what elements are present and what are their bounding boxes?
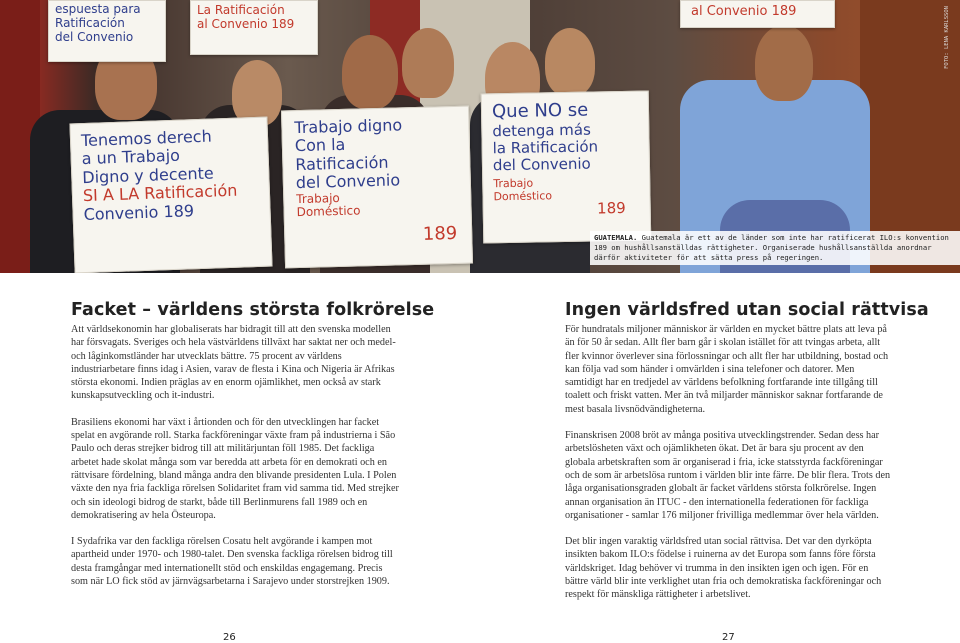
paragraph: Finanskrisen 2008 bröt av många positiva utvecklingstrender. Sedan dess har arbetslösheten växt och ojämlikheten ökat. Det är bara sju procent av den globala arbetskraften som är organiserad i fria, icke statsstyrda fackföreningar och de som är arbetslösa runtom i världen blir inte färre. De blir flera. Trots den låga organisationsgraden globalt är facket världens största folkrörelse. Ingen annan organisation än ITUC - den internationella federationen för fackliga organisationer - samlar 176 miljoner frivilliga medlemmar över hela världen. [565,430,891,521]
sign-text: del Convenio [492,154,591,175]
left-heading: Facket – världens största folkrörelse [71,300,435,320]
protest-sign [481,91,652,244]
protest-sign [190,0,318,55]
sign-text: Digno y decente [81,163,214,187]
sign-text: La Ratificación [197,3,285,17]
sign-text: del Convenio [295,170,401,193]
photo-credit: FOTO: LENA KARLSSON [944,6,950,69]
sign-text: 189 [596,198,626,218]
paragraph: Det blir ingen varaktig världsfred utan social rättvisa. Det var den dyrköpta insikten bakom ILO:s födelse i ruinerna av det Europa som fanns före första världskriget. Idag behöver vi trumma in den insikten igen och igen. För en bättre värld blir inte verklighet utan fria och demokratiska fackföreningar och respekt för mänskliga rättigheter i arbetslivet. [565,536,882,601]
sign-text: Con la [294,135,346,156]
paragraph: Brasiliens ekonomi har växt i årtionden och för den utvecklingen har facket spelat en avgörande roll. Starka fackföreningar växte fram på industrierna i São Paulo och deras strejker bidrog till att militärjuntan föll 1985. Det fackliga arbetet hade skolat många som var beredda att arbeta för en demokrati och en rättvisare fördelning, bland många andra den blivande presidenten Lula. I Polen växte den nya fria fackliga rörelsen Solidaritet fram vid samma tid. Med strejker och sin ideologi bidrog de starkt, både till Berlinmurens fall 1989 och en demokratisering av hela Östeuropa. [71,416,399,521]
sign-text: Trabajo [296,190,340,206]
caption-text: Guatemala är ett av de länder som inte har ratificerat ILO:s konvention 189 om hushållsanställdas rättigheter. Organiserade hushållsanställda anordnar därför aktiviteter för att sätta press på regeringen. [594,233,949,262]
left-article-body [71,323,401,601]
sign-text: del Convenio [55,29,134,44]
sign-text: espuesta para [55,2,141,16]
sign-text: Que NO se [491,99,589,123]
paragraph: I Sydafrika var den fackliga rörelsen Cosatu helt avgörande i kampen mot apartheid under 1970- och 1980-talet. Den svenska fackliga rörelsen bidrog till desta framgångar med internationellt stöd och enskildas engagemang. Precis som när LO fick stöd av järnvägsarbetarna i Sarajevo under storstrejken 1909. [71,536,393,588]
sign-text: al Convenio 189 [691,4,797,19]
photo [0,0,960,273]
sign-text: Doméstico [296,203,361,220]
protest-sign [48,0,166,62]
sign-text: Trabajo digno [294,115,403,138]
paragraph: Att världsekonomin har globaliserats har bidragit till att den svenska modellen har försvagats. Sveriges och hela västvärldens tillväxt har saktat ner och medel- och låginkomstländer har utvecklats bättre. 75 procent av världens industriarbetare finns idag i Asien, varav de flesta i Kina och Nigeria är Afrikas största ekonomi. Indien präglas av en enorm ojämlikhet, men också av stark kunskapsutveckling och it-industri. [71,324,396,402]
protest-sign [680,0,835,28]
person-face [755,25,813,101]
right-heading: Ingen världsfred utan social rättvisa [565,300,929,320]
sign-text: 189 [422,223,458,246]
protest-sign [281,106,473,269]
sign-text: Ratificación [55,15,125,30]
sign-text: la Ratificación [492,137,599,158]
sign-text: detenga más [492,120,591,140]
page-number-right: 27 [722,632,735,643]
protest-sign [69,117,272,273]
person-face [402,28,454,98]
sign-text: Ratificación [295,152,389,174]
page-number-left: 26 [223,632,236,643]
sign-text: SI A LA Ratificación [82,180,238,206]
photo-caption [590,231,960,265]
right-article-body [565,323,891,615]
person-face [545,28,595,96]
sign-text: Tenemos derech [80,126,212,151]
sign-text: al Convenio 189 [197,16,295,31]
paragraph: För hundratals miljoner människor är världen en mycket bättre plats att leva på än för 50 år sedan. Allt fler barn går i skolan istället för att tvingas arbeta, allt fler kvinnor överlever sina förlossningar och allt fler har utbildning, bostad och kan följa vad som händer i omvärlden i sina telefoner och datorer. Men samtidigt har en tredjedel av världens befolkning fortfarande inte tillgång till toalett och friskt vatten. Mer än två miljarder människor saknar fortfarande de mest basala livsnödvändigheterna. [565,324,889,415]
sign-text: Trabajo [493,177,534,191]
sign-text: Convenio 189 [83,200,195,224]
caption-place: GUATEMALA. [594,233,638,242]
sign-text: Doméstico [493,189,553,204]
person-face [342,35,398,109]
sign-text: a un Trabajo [81,146,181,169]
